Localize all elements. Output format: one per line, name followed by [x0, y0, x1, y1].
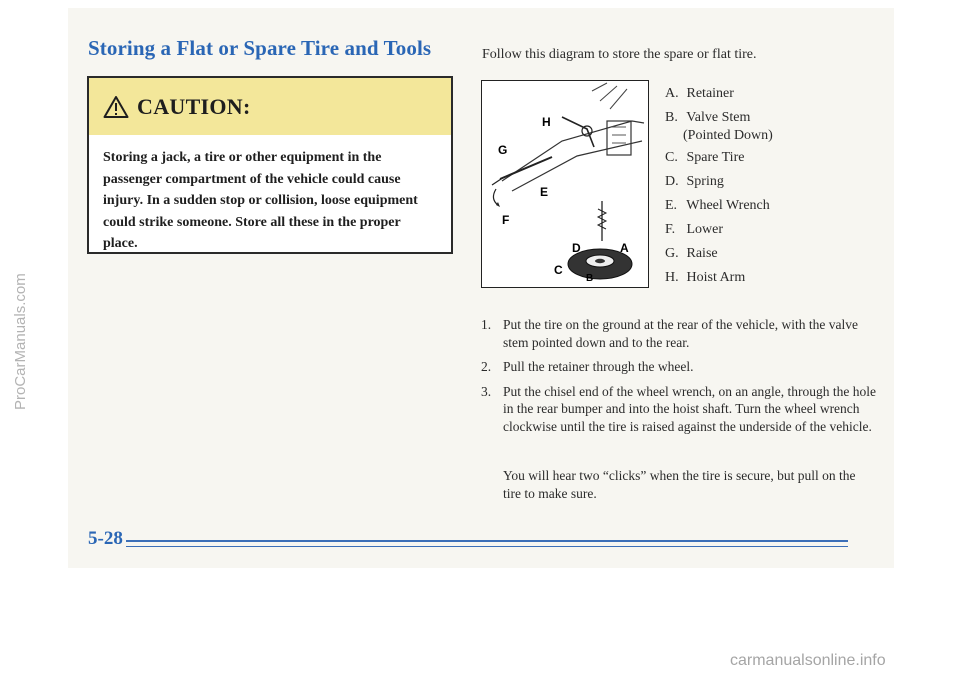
step-item: 1. Put the tire on the ground at the rear of the vehicle, with the valve stem pointed down and to the rear.	[481, 317, 859, 350]
legend-item: E. Wheel Wrench	[665, 198, 770, 213]
click-note: You will hear two “clicks” when the tire is secure, but pull on the tire to make sure.	[503, 468, 856, 501]
page-number: 5-28	[88, 528, 123, 549]
legend-item: H. Hoist Arm	[665, 270, 746, 285]
step-item: 2. Pull the retainer through the wheel.	[481, 359, 694, 374]
instruction-steps	[481, 316, 881, 442]
legend-item: G. Raise	[665, 246, 718, 261]
section-title: Storing a Flat or Spare Tire and Tools	[88, 36, 432, 60]
diagram-label-c: C	[554, 263, 563, 277]
diagram-legend	[665, 82, 773, 290]
legend-item-continuation: (Pointed Down)	[683, 128, 773, 143]
diagram-label-a: A	[620, 241, 629, 255]
step-item: 3. Put the chisel end of the wheel wrench, on an angle, through the hole in the rear bumper and into the hoist shaft. Turn the wheel wrench clockwise until the tire is raised against the underside of the vehicle.	[481, 383, 877, 434]
caution-text: Storing a jack, a tire or other equipment in the passenger compartment of the vehicle could cause injury. In a sudden stop or collision, loose equipment could strike someone. Store all these in the proper place.	[103, 150, 418, 251]
footer-rule-thin	[126, 546, 848, 547]
diagram-label-e: E	[540, 185, 549, 199]
diagram-label-h: H	[542, 115, 551, 129]
spare-tire-illustration	[482, 81, 647, 286]
legend-item: C. Spare Tire	[665, 150, 745, 165]
diagram-intro: Follow this diagram to store the spare or flat tire.	[482, 47, 757, 62]
caution-header	[89, 78, 451, 135]
legend-item: A. Retainer	[665, 86, 734, 101]
legend-item: F. Lower	[665, 222, 724, 237]
bottom-watermark: carmanualsonline.info	[730, 652, 886, 669]
legend-item: D. Spring	[665, 174, 724, 189]
footer-rule	[126, 540, 848, 542]
warning-triangle-icon	[103, 95, 129, 119]
diagram-label-d: D	[572, 241, 581, 255]
diagram-label-f: F	[502, 213, 510, 227]
caution-box	[87, 76, 453, 254]
diagram-label-g: G	[498, 143, 508, 157]
legend-item: B. Valve Stem	[665, 110, 751, 125]
side-watermark: ProCarManuals.com	[12, 273, 29, 410]
caution-title: CAUTION:	[137, 93, 251, 119]
diagram-label-b: B	[586, 273, 594, 284]
spare-tire-diagram	[481, 80, 649, 288]
